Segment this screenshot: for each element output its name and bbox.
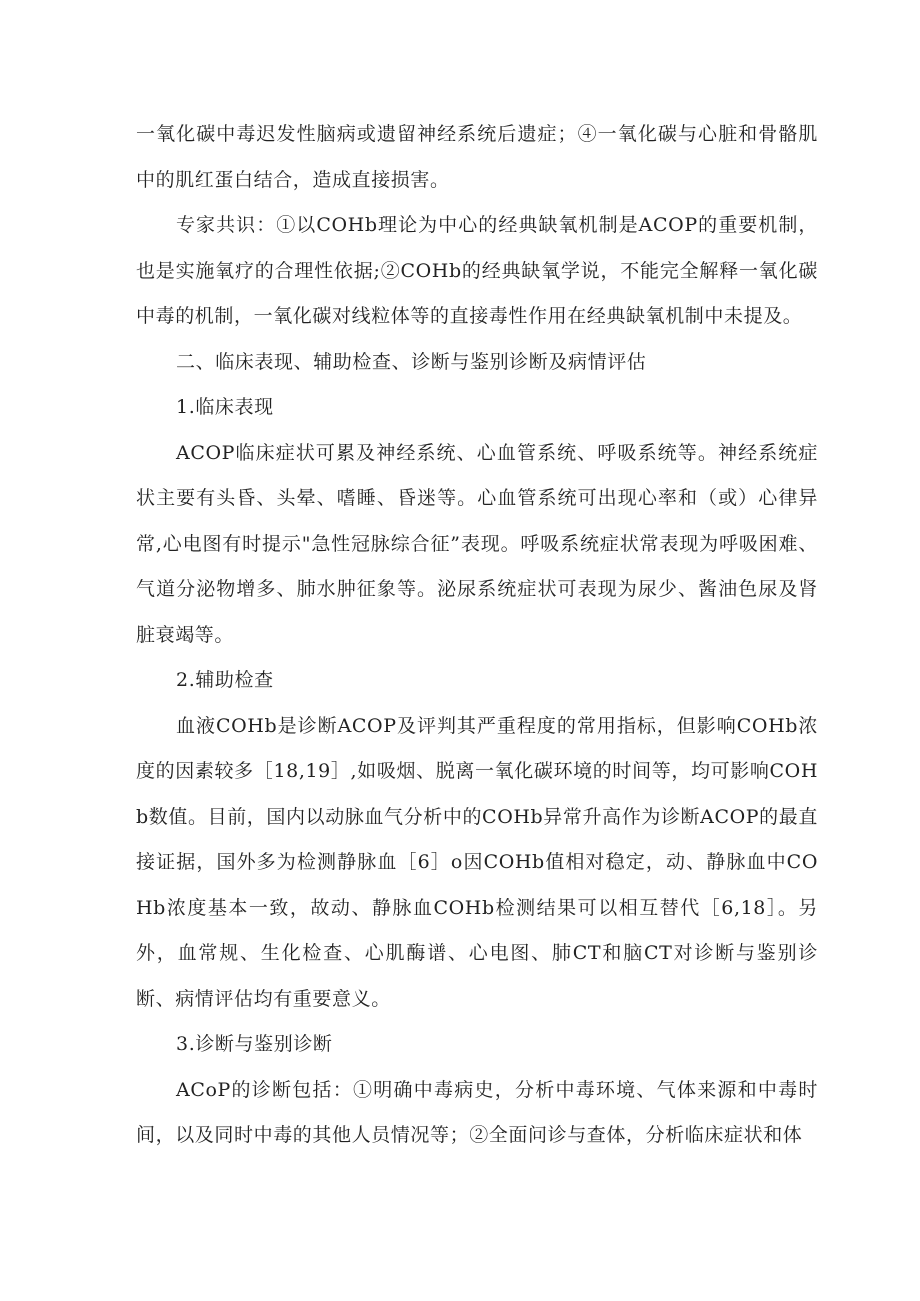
paragraph-auxiliary-exams: 血液COHb是诊断ACOP及评判其严重程度的常用指标，但影响COHb浓度的因素较多［18,19］,如吸烟、脱离一氧化碳环境的时间等，均可影响COHb数值。目前，国内以动脉血气分析中的COHb异常升高作为诊断ACOP的最直接证据，国外多为检测静脉血［6］o因COHb值相对稳定，动、静脉血中COHb浓度基本一致，故动、静脉血COHb检测结果可以相互替代［6,18］。另外，血常规、生化检查、心肌酶谱、心电图、肺CT和脑CT对诊断与鉴别诊断、病情评估均有重要意义。 bbox=[136, 714, 818, 1010]
section-heading-clinical: 二、临床表现、辅助检查、诊断与鉴别诊断及病情评估 bbox=[176, 350, 647, 373]
subheading-diagnosis: 3.诊断与鉴别诊断 bbox=[176, 1033, 333, 1055]
paragraph-continuation: 一氧化碳中毒迟发性脑病或遗留神经系统后遗症；④一氧化碳与心脏和骨骼肌中的肌红蛋白结合，造成直接损害。 bbox=[136, 123, 818, 191]
subheading-auxiliary-exams: 2.辅助检查 bbox=[176, 669, 274, 691]
subheading-clinical-manifestations: 1.临床表现 bbox=[176, 396, 274, 418]
paragraph-clinical-manifestations: ACOP临床症状可累及神经系统、心血管系统、呼吸系统等。神经系统症状主要有头昏、头晕、嗜睡、昏迷等。心血管系统可出现心率和（或）心律异常,心电图有时提示"急性冠脉综合征”表现。呼吸系统症状常表现为呼吸困难、气道分泌物增多、肺水肿征象等。泌尿系统症状可表现为尿少、酱油色尿及肾脏衰竭等。 bbox=[136, 441, 818, 646]
document-body bbox=[136, 112, 818, 1159]
paragraph-expert-consensus: 专家共识：①以COHb理论为中心的经典缺氧机制是ACOP的重要机制，也是实施氧疗的合理性依据;②COHb的经典缺氧学说，不能完全解释一氧化碳中毒的机制，一氧化碳对线粒体等的直接毒性作用在经典缺氧机制中未提及。 bbox=[136, 214, 818, 327]
paragraph-diagnosis: ACoP的诊断包括：①明确中毒病史，分析中毒环境、气体来源和中毒时间，以及同时中毒的其他人员情况等；②全面问诊与查体，分析临床症状和体 bbox=[136, 1078, 818, 1146]
